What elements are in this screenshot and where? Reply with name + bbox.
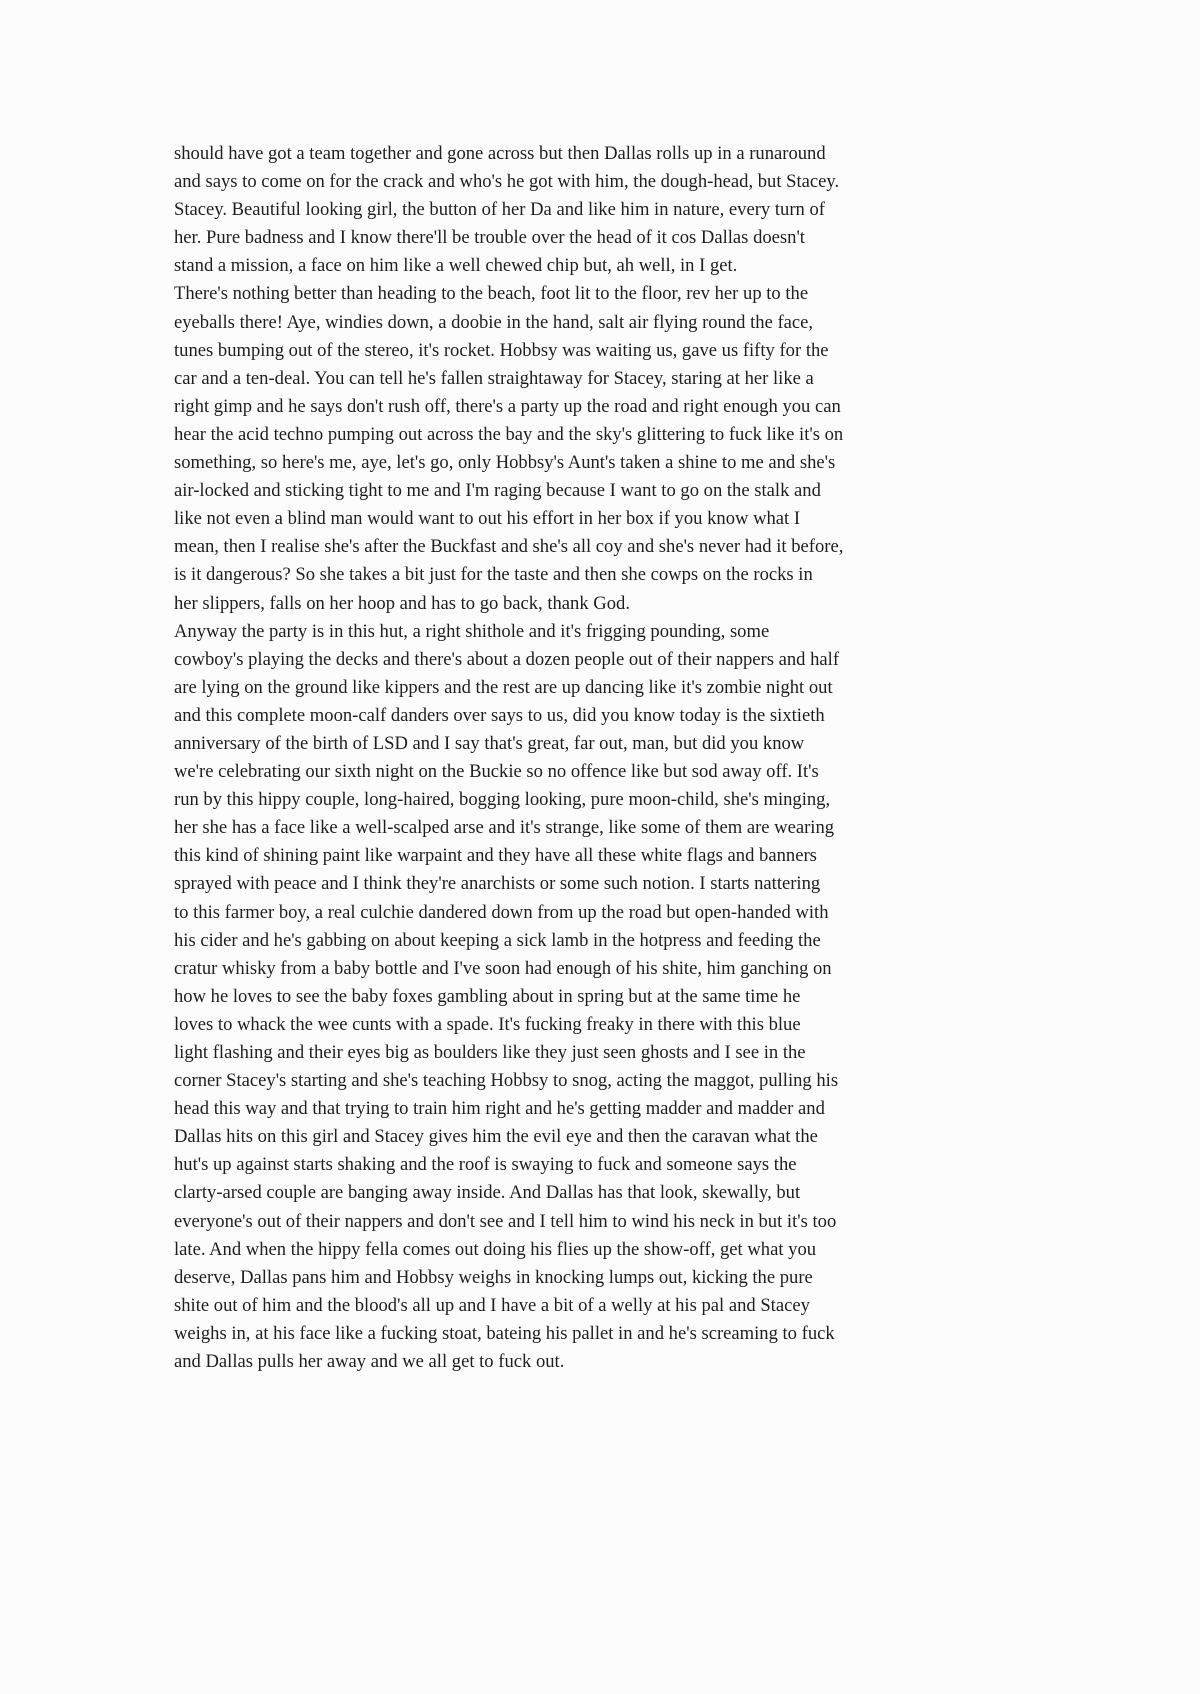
text-line: we're celebrating our sixth night on the Buckie so no offence like but sod away off. It's [174, 761, 819, 783]
text-line: cowboy's playing the decks and there's about a dozen people out of their nappers and half [174, 648, 840, 670]
body-text [174, 140, 1058, 1376]
text-line: eyeballs there! Aye, windies down, a doobie in the hand, salt air flying round the face, [174, 311, 814, 333]
text-line: deserve, Dallas pans him and Hobbsy weighs in knocking lumps out, kicking the pure [174, 1266, 813, 1288]
text-line: her. Pure badness and I know there'll be trouble over the head of it cos Dallas doesn't [174, 227, 805, 249]
text-line: anniversary of the birth of LSD and I say that's great, far out, man, but did you know [174, 732, 805, 754]
text-line: There's nothing better than heading to the beach, foot lit to the floor, rev her up to the [174, 283, 809, 305]
text-line: everyone's out of their nappers and don't see and I tell him to wind his neck in but it's too [174, 1210, 837, 1232]
text-line: air-locked and sticking tight to me and I'm raging because I want to go on the stalk and [174, 480, 821, 502]
text-line: mean, then I realise she's after the Buckfast and she's all coy and she's never had it before, [174, 536, 844, 558]
text-line: light flashing and their eyes big as boulders like they just seen ghosts and I see in the [174, 1042, 806, 1063]
text-line: to this farmer boy, a real culchie dandered down from up the road but open-handed with [174, 901, 829, 923]
text-line: is it dangerous? So she takes a bit just for the taste and then she cowps on the rocks in [174, 564, 813, 586]
text-line: hear the acid techno pumping out across the bay and the sky's glittering to fuck like it's on [174, 423, 844, 445]
text-line: her slippers, falls on her hoop and has to go back, thank God. [174, 592, 630, 614]
text-line: loves to whack the wee cunts with a spade. It's fucking freaky in there with this blue [174, 1013, 801, 1035]
text-line: his cider and he's gabbing on about keeping a sick lamb in the hotpress and feeding the [174, 929, 821, 951]
text-line: cratur whisky from a baby bottle and I've soon had enough of his shite, him ganching on [174, 957, 832, 979]
text-line: like not even a blind man would want to out his effort in her box if you know what I [174, 508, 801, 530]
text-line: sprayed with peace and I think they're anarchists or some such notion. I starts nattering [174, 873, 821, 895]
text-line: and says to come on for the crack and who's he got with him, the dough-head, but Stacey. [174, 171, 840, 193]
text-line: hut's up against starts shaking and the roof is swaying to fuck and someone says the [174, 1154, 797, 1176]
text-line: late. And when the hippy fella comes out doing his flies up the show-off, get what you [174, 1238, 817, 1260]
text-line: corner Stacey's starting and she's teaching Hobbsy to snog, acting the maggot, pulling his [174, 1070, 839, 1092]
text-line: Dallas hits on this girl and Stacey gives him the evil eye and then the caravan what the [174, 1126, 818, 1148]
text-line: are lying on the ground like kippers and the rest are up dancing like it's zombie night out [174, 676, 833, 698]
text-line: clarty-arsed couple are banging away inside. And Dallas has that look, skewally, but [174, 1182, 801, 1204]
text-line: tunes bumping out of the stereo, it's rocket. Hobbsy was waiting us, gave us fifty for the [174, 339, 829, 361]
text-line: how he loves to see the baby foxes gambling about in spring but at the same time he [174, 985, 801, 1007]
text-line: head this way and that trying to train him right and he's getting madder and madder and [174, 1098, 825, 1120]
text-line: weighs in, at his face like a fucking stoat, bateing his pallet in and he's screaming to fuck [174, 1322, 835, 1344]
text-line: her she has a face like a well-scalped arse and it's strange, like some of them are wearing [174, 817, 835, 839]
text-line: and Dallas pulls her away and we all get to fuck out. [174, 1351, 565, 1373]
text-line: run by this hippy couple, long-haired, bogging looking, pure moon-child, she's minging, [174, 789, 831, 811]
text-line: this kind of shining paint like warpaint and they have all these white flags and banners [174, 845, 817, 867]
text-line: should have got a team together and gone across but then Dallas rolls up in a runaround [174, 143, 826, 164]
text-line: something, so here's me, aye, let's go, only Hobbsy's Aunt's taken a shine to me and she's [174, 452, 836, 474]
text-line: shite out of him and the blood's all up and I have a bit of a welly at his pal and Stacey [174, 1294, 810, 1316]
text-line: and this complete moon-calf danders over says to us, did you know today is the sixtieth [174, 704, 825, 726]
text-line: right gimp and he says don't rush off, there's a party up the road and right enough you can [174, 395, 841, 417]
text-line: Anyway the party is in this hut, a right shithole and it's frigging pounding, some [174, 620, 770, 642]
text-line: Stacey. Beautiful looking girl, the button of her Da and like him in nature, every turn of [174, 199, 825, 221]
text-line: stand a mission, a face on him like a well chewed chip but, ah well, in I get. [174, 255, 738, 277]
text-line: car and a ten-deal. You can tell he's fallen straightaway for Stacey, staring at her like a [174, 367, 814, 389]
